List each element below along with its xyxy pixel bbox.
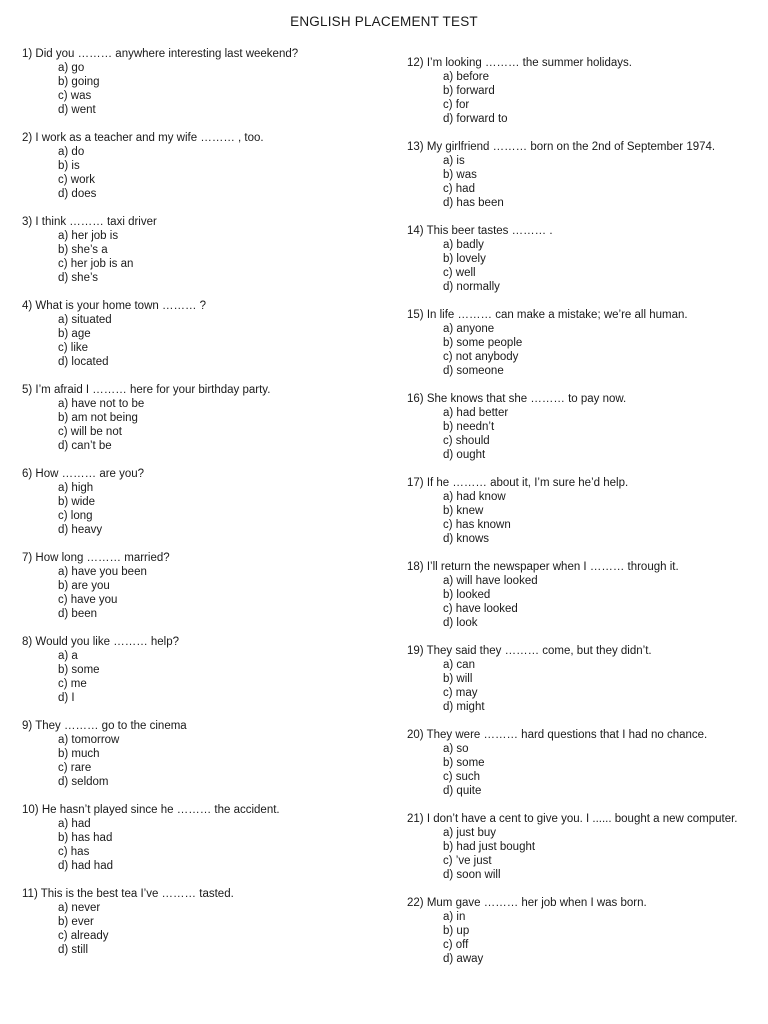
answer-option: a) have not to be <box>58 398 145 410</box>
answer-option: c) have looked <box>443 603 518 615</box>
answer-option: c) already <box>58 930 109 942</box>
question <box>22 887 382 957</box>
question-stem: 17) If he ……… about it, I’m sure he’d help. <box>407 477 629 489</box>
question-stem: 22) Mum gave ……… her job when I was born. <box>407 897 647 909</box>
question-stem: 21) I don’t have a cent to give you. I ...... bought a new computer. <box>407 813 738 825</box>
answer-option: a) had better <box>443 407 509 419</box>
question <box>407 308 752 378</box>
question-stem: 18) I’ll return the newspaper when I ……… through it. <box>407 561 679 573</box>
answer-options <box>22 397 382 453</box>
answer-option: d) still <box>58 944 89 956</box>
answer-option: c) for <box>443 99 470 111</box>
answer-option: b) is <box>58 160 80 172</box>
question-stem: 1) Did you ……… anywhere interesting last weekend? <box>22 48 299 60</box>
page-title: ENGLISH PLACEMENT TEST <box>290 14 478 29</box>
answer-option: b) much <box>58 748 100 760</box>
answer-option: b) ever <box>58 916 94 928</box>
answer-option: d) had had <box>58 860 113 872</box>
answer-option: a) had <box>58 818 91 830</box>
left-column <box>22 47 382 957</box>
answer-option: a) can <box>443 659 475 671</box>
answer-option: c) rare <box>58 762 92 774</box>
answer-option: b) will <box>443 673 473 685</box>
answer-option: c) has known <box>443 519 511 531</box>
answer-option: d) knows <box>443 533 490 545</box>
answer-option: a) situated <box>58 314 112 326</box>
answer-option: c) had <box>443 183 475 195</box>
answer-option: d) located <box>58 356 109 368</box>
answer-option: b) has had <box>58 832 113 844</box>
answer-option: c) long <box>58 510 93 522</box>
question-stem: 5) I’m afraid I ……… here for your birthday party. <box>22 384 271 396</box>
answer-options <box>22 229 382 285</box>
answer-options <box>22 733 382 789</box>
answer-option: b) needn’t <box>443 421 495 433</box>
answer-option: a) in <box>443 911 466 923</box>
answer-option: b) some people <box>443 337 523 349</box>
question <box>22 215 382 285</box>
answer-option: a) her job is <box>58 230 119 242</box>
answer-options <box>22 313 382 369</box>
question <box>407 812 752 882</box>
answer-options <box>22 481 382 537</box>
answer-option: b) forward <box>443 85 495 97</box>
answer-options <box>22 901 382 957</box>
question-stem: 7) How long ……… married? <box>22 552 170 564</box>
answer-option: a) have you been <box>58 566 147 578</box>
answer-options <box>407 910 752 966</box>
question <box>22 551 382 621</box>
answer-option: d) quite <box>443 785 482 797</box>
answer-options <box>407 406 752 462</box>
answer-option: d) I <box>58 692 75 704</box>
answer-option: c) have you <box>58 594 118 606</box>
answer-option: a) will have looked <box>443 575 538 587</box>
answer-options <box>407 658 752 714</box>
question <box>407 56 752 126</box>
question-stem: 3) I think ……… taxi driver <box>22 216 157 228</box>
answer-option: d) can’t be <box>58 440 112 452</box>
answer-option: b) had just bought <box>443 841 536 853</box>
answer-option: c) may <box>443 687 478 699</box>
answer-option: d) does <box>58 188 97 200</box>
answer-options <box>407 742 752 798</box>
question <box>407 140 752 210</box>
question <box>407 560 752 630</box>
answer-option: d) away <box>443 953 484 965</box>
question-stem: 11) This is the best tea I’ve ……… tasted. <box>22 888 234 900</box>
answer-option: a) never <box>58 902 101 914</box>
answer-options <box>22 565 382 621</box>
answer-option: a) anyone <box>443 323 495 335</box>
question <box>407 392 752 462</box>
answer-option: d) someone <box>443 365 504 377</box>
question-stem: 4) What is your home town ……… ? <box>22 300 207 312</box>
answer-option: d) ought <box>443 449 486 461</box>
answer-option: d) been <box>58 608 98 620</box>
answer-option: c) ’ve just <box>443 855 492 867</box>
question <box>22 299 382 369</box>
answer-option: b) going <box>58 76 100 88</box>
answer-option: c) me <box>58 678 87 690</box>
answer-option: c) not anybody <box>443 351 519 363</box>
answer-option: d) has been <box>443 197 504 209</box>
question <box>22 803 382 873</box>
answer-option: a) badly <box>443 239 484 251</box>
answer-options <box>22 61 382 117</box>
question <box>22 131 382 201</box>
right-column <box>407 56 752 966</box>
answer-option: d) she’s <box>58 272 99 284</box>
answer-option: d) might <box>443 701 485 713</box>
answer-option: b) wide <box>58 496 96 508</box>
answer-option: b) up <box>443 925 470 937</box>
answer-option: d) look <box>443 617 478 629</box>
answer-option: c) should <box>443 435 490 447</box>
answer-option: a) just buy <box>443 827 497 839</box>
answer-option: b) are you <box>58 580 110 592</box>
answer-option: d) heavy <box>58 524 103 536</box>
question-stem: 13) My girlfriend ……… born on the 2nd of September 1974. <box>407 141 716 153</box>
question <box>22 383 382 453</box>
answer-options <box>22 649 382 705</box>
question-stem: 20) They were ……… hard questions that I had no chance. <box>407 729 708 741</box>
answer-option: b) lovely <box>443 253 486 265</box>
answer-option: a) so <box>443 743 469 755</box>
answer-option: c) such <box>443 771 481 783</box>
answer-option: b) age <box>58 328 91 340</box>
answer-option: b) looked <box>443 589 491 601</box>
answer-options <box>407 70 752 126</box>
question <box>407 644 752 714</box>
question <box>407 728 752 798</box>
question <box>407 476 752 546</box>
answer-options <box>407 826 752 882</box>
question <box>22 467 382 537</box>
question <box>407 224 752 294</box>
question <box>407 896 752 966</box>
answer-option: c) work <box>58 174 96 186</box>
answer-options <box>407 490 752 546</box>
question-stem: 9) They ……… go to the cinema <box>22 720 187 732</box>
answer-option: a) is <box>443 155 465 167</box>
answer-option: a) do <box>58 146 85 158</box>
answer-option: b) was <box>443 169 477 181</box>
answer-option: c) has <box>58 846 90 858</box>
answer-option: c) like <box>58 342 89 354</box>
answer-option: b) some <box>443 757 485 769</box>
question-stem: 10) He hasn’t played since he ……… the accident. <box>22 804 280 816</box>
answer-option: c) off <box>443 939 469 951</box>
answer-option: c) her job is an <box>58 258 134 270</box>
answer-option: b) am not being <box>58 412 138 424</box>
answer-option: a) a <box>58 650 78 662</box>
answer-options <box>407 154 752 210</box>
answer-option: b) she’s a <box>58 244 108 256</box>
answer-options <box>22 145 382 201</box>
answer-option: b) some <box>58 664 100 676</box>
answer-option: a) high <box>58 482 94 494</box>
question-stem: 12) I’m looking ……… the summer holidays. <box>407 57 632 69</box>
answer-options <box>407 574 752 630</box>
answer-option: a) tomorrow <box>58 734 120 746</box>
answer-option: a) go <box>58 62 85 74</box>
answer-option: d) soon will <box>443 869 501 881</box>
answer-option: a) before <box>443 71 490 83</box>
question-stem: 15) In life ……… can make a mistake; we’re all human. <box>407 309 688 321</box>
answer-option: c) well <box>443 267 476 279</box>
answer-option: b) knew <box>443 505 484 517</box>
answer-options <box>22 817 382 873</box>
answer-option: d) seldom <box>58 776 109 788</box>
question <box>22 47 382 117</box>
answer-option: c) was <box>58 90 92 102</box>
question-stem: 2) I work as a teacher and my wife ……… , too. <box>22 132 264 144</box>
question <box>22 719 382 789</box>
question-stem: 6) How ……… are you? <box>22 468 145 480</box>
question-stem: 19) They said they ……… come, but they didn’t. <box>407 645 652 657</box>
question <box>22 635 382 705</box>
answer-options <box>407 238 752 294</box>
answer-option: c) will be not <box>58 426 122 438</box>
answer-options <box>407 322 752 378</box>
answer-option: d) went <box>58 104 96 116</box>
answer-option: d) normally <box>443 281 500 293</box>
answer-option: d) forward to <box>443 113 508 125</box>
question-stem: 14) This beer tastes ……… . <box>407 225 553 237</box>
question-stem: 16) She knows that she ……… to pay now. <box>407 393 627 405</box>
answer-option: a) had know <box>443 491 506 503</box>
question-stem: 8) Would you like ……… help? <box>22 636 180 648</box>
